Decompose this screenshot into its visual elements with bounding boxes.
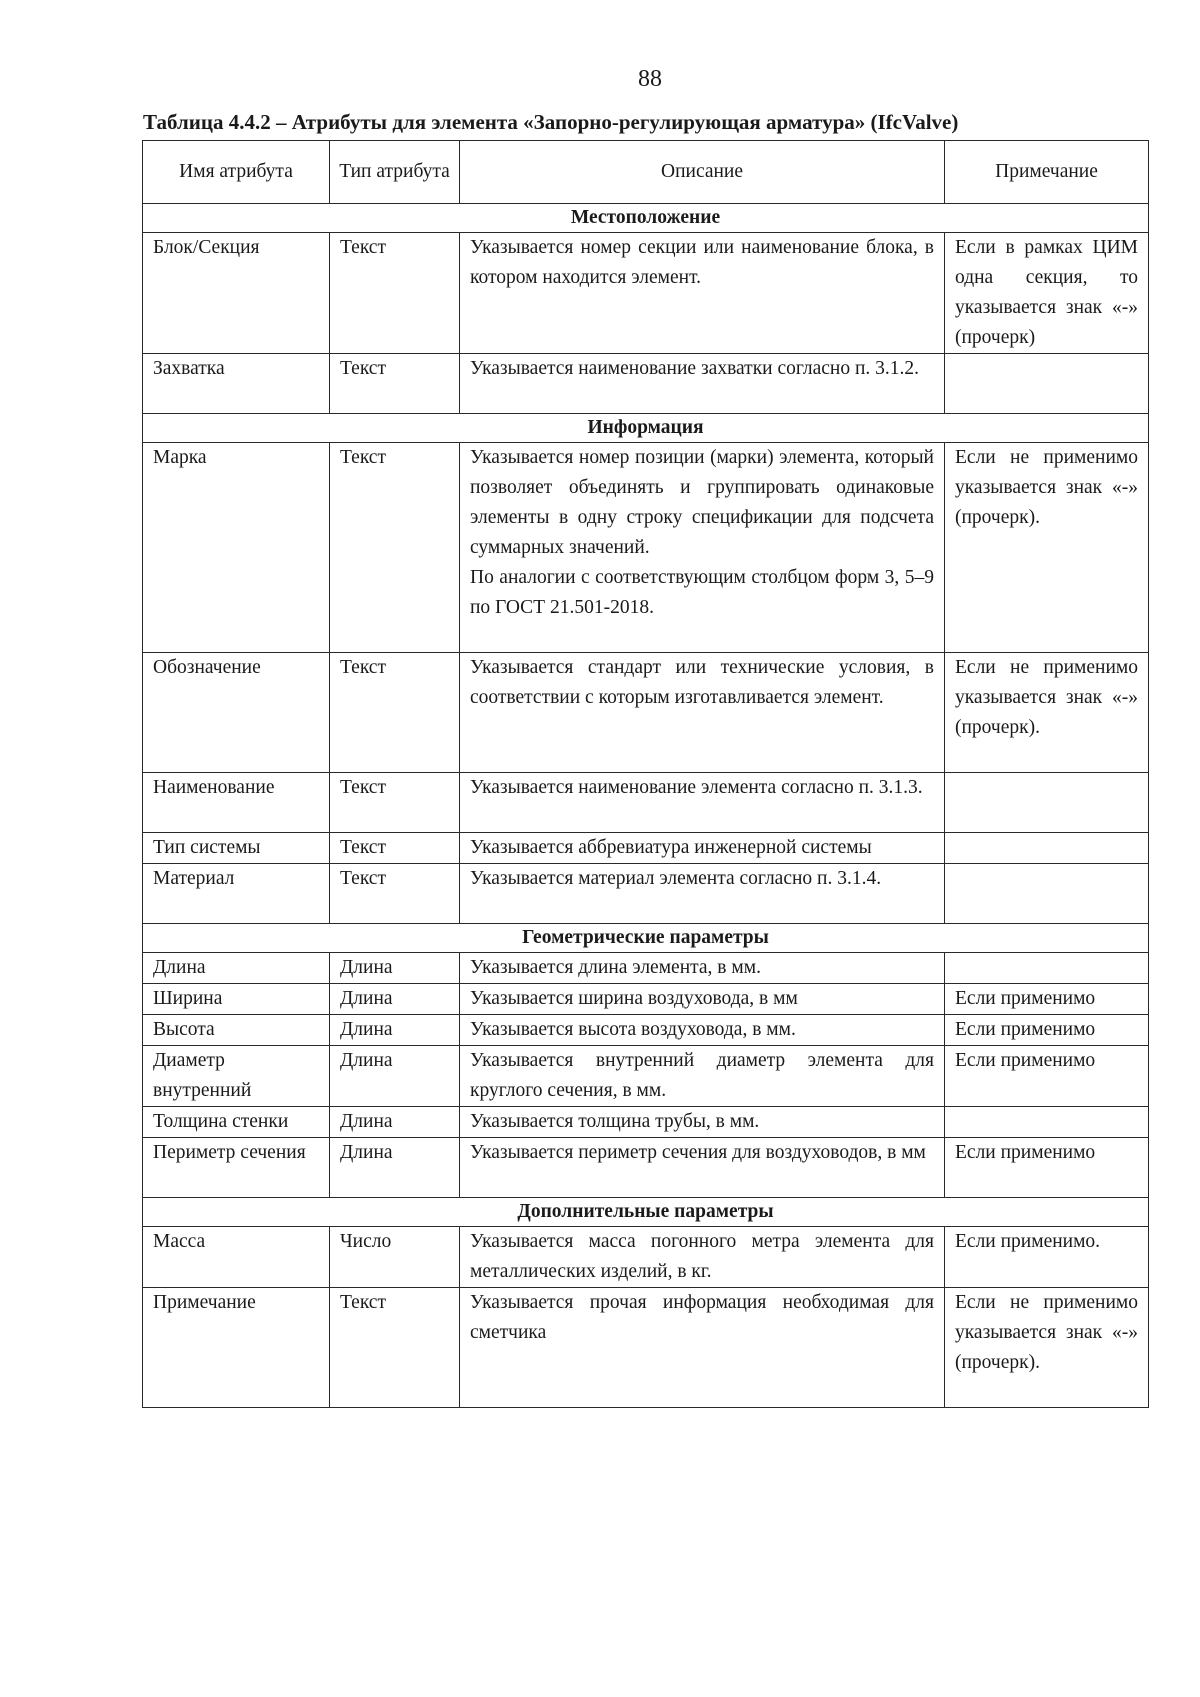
attr-description [460,443,945,653]
table-row [143,1015,1149,1046]
attr-note [945,953,1149,984]
table-row [143,1227,1149,1288]
attr-type: Число [330,1227,460,1288]
attr-description: Указывается номер секции или наименование блока, в котором находится элемент. [460,233,945,354]
table-row [143,833,1149,864]
attributes-table [142,140,1149,1408]
attr-note: Если в рамках ЦИМ одна секция, то указывается знак «-» (прочерк) [945,233,1149,354]
attr-description: Указывается наименование захватки согласно п. 3.1.2. [460,354,945,414]
section-title: Местоположение [143,204,1149,233]
table-row [143,864,1149,924]
attr-type: Текст [330,864,460,924]
attr-note: Если применимо [945,1046,1149,1107]
attr-name: Тип системы [143,833,330,864]
table-row [143,1288,1149,1408]
table-title: Таблица 4.4.2 – Атрибуты для элемента «Запорно-регулирующая арматура» (IfcValve) [143,110,959,134]
page-number: 88 [638,66,662,92]
table-row [143,1138,1149,1198]
attr-type: Текст [330,1288,460,1408]
attr-note: Если применимо [945,984,1149,1015]
attr-type: Текст [330,833,460,864]
attr-type: Длина [330,1107,460,1138]
attr-description: Указывается высота воздуховода, в мм. [460,1015,945,1046]
header-name: Имя атрибута [143,141,330,204]
attr-description: Указывается стандарт или технические условия, в соответствии с которым изготавливается элемент. [460,653,945,773]
table-row [143,1107,1149,1138]
attr-name: Диаметр внутренний [143,1046,330,1107]
attr-name: Масса [143,1227,330,1288]
attr-type: Длина [330,1138,460,1198]
section-title: Геометрические параметры [143,924,1149,953]
attr-type: Длина [330,1015,460,1046]
attr-description: Указывается длина элемента, в мм. [460,953,945,984]
attr-name: Толщина стенки [143,1107,330,1138]
section-row [143,924,1149,953]
attr-description: Указывается периметр сечения для воздуховодов, в мм [460,1138,945,1198]
attr-name: Блок/Секция [143,233,330,354]
header-type: Тип атрибута [330,141,460,204]
table-row [143,1046,1149,1107]
attr-name: Марка [143,443,330,653]
attr-name: Захватка [143,354,330,414]
attr-type: Текст [330,443,460,653]
section-title: Информация [143,414,1149,443]
table-row [143,953,1149,984]
section-row [143,1198,1149,1227]
section-row [143,414,1149,443]
header-description: Описание [460,141,945,204]
attr-note: Если применимо [945,1015,1149,1046]
attr-note: Если не применимо указывается знак «-» (прочерк). [945,1288,1149,1408]
attr-type: Текст [330,773,460,833]
attr-note [945,773,1149,833]
attr-note: Если применимо. [945,1227,1149,1288]
attr-name: Высота [143,1015,330,1046]
attr-type: Длина [330,1046,460,1107]
attr-name: Длина [143,953,330,984]
attr-note [945,1107,1149,1138]
attr-name: Обозначение [143,653,330,773]
attr-description: Указывается наименование элемента согласно п. 3.1.3. [460,773,945,833]
header-note: Примечание [945,141,1149,204]
header-row [143,141,1149,204]
attr-description: Указывается материал элемента согласно п. 3.1.4. [460,864,945,924]
attr-note: Если не применимо указывается знак «-» (прочерк). [945,443,1149,653]
attr-note [945,354,1149,414]
table-row [143,653,1149,773]
attr-description: Указывается толщина трубы, в мм. [460,1107,945,1138]
attr-description: Указывается аббревиатура инженерной системы [460,833,945,864]
attr-description: Указывается ширина воздуховода, в мм [460,984,945,1015]
attr-type: Текст [330,653,460,773]
attr-description: Указывается масса погонного метра элемента для металлических изделий, в кг. [460,1227,945,1288]
attr-description: Указывается внутренний диаметр элемента для круглого сечения, в мм. [460,1046,945,1107]
table-row [143,354,1149,414]
attr-note: Если не применимо указывается знак «-» (прочерк). [945,653,1149,773]
table-row [143,984,1149,1015]
attr-note [945,864,1149,924]
section-title: Дополнительные параметры [143,1198,1149,1227]
attr-name: Периметр сечения [143,1138,330,1198]
attr-note: Если применимо [945,1138,1149,1198]
attr-name: Ширина [143,984,330,1015]
attr-type: Текст [330,354,460,414]
attr-note [945,833,1149,864]
attr-type: Длина [330,984,460,1015]
attr-name: Материал [143,864,330,924]
description-text: Указывается номер позиции (марки) элемента, который позволяет объединять и группировать одинаковые элементы в одну строку спецификации для подсчета суммарных значений. [470,447,934,558]
description-extra-text: По аналогии с соответствующим столбцом форм 3, 5–9 по ГОСТ 21.501-2018. [470,567,934,618]
section-row [143,204,1149,233]
attr-description: Указывается прочая информация необходимая для сметчика [460,1288,945,1408]
table-row [143,773,1149,833]
table-row [143,233,1149,354]
attr-name: Наименование [143,773,330,833]
attr-type: Длина [330,953,460,984]
attr-name: Примечание [143,1288,330,1408]
table-row [143,443,1149,653]
attr-type: Текст [330,233,460,354]
